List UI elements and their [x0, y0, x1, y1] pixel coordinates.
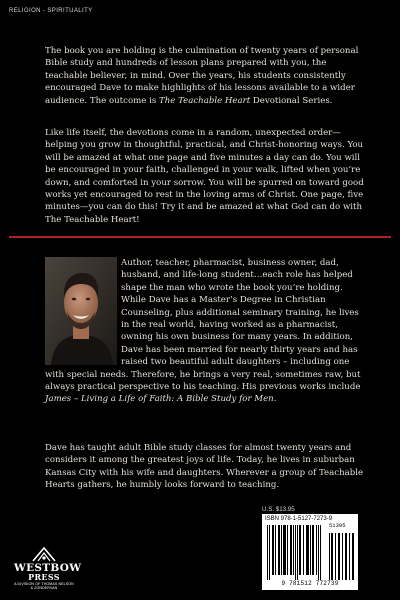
author-bio — [45, 257, 367, 406]
barcode-digits: 9 781512 772739 — [281, 580, 339, 587]
publisher-tagline: A DIVISION OF THOMAS NELSON — [14, 582, 74, 586]
description-paragraph-2: Like life itself, the devotions come in a random, unexpected order—helping you grow in thoughtful, practical, and Christ-honoring ways. You will be amazed at what one page and five minutes a day can do. You will be encouraged in your faith, challenged in your walk, lifted when you’re down, and comforted in your sorrow. You will be spurred on toward good works yet encouraged to rest in the loving arms of Christ. One page, five minutes—you can do this! Try it and be amazed at what God can do with The Teachable Heart! — [45, 128, 364, 225]
series-title: The Teachable Heart — [158, 95, 251, 106]
category-label: RELIGION - SPIRITUALITY — [9, 8, 93, 14]
isbn-barcode — [262, 514, 358, 590]
previous-work-title: James – Living a Life of Faith: A Bible Study for Men — [45, 394, 274, 405]
bio-text-start: Author, teacher, pharmacist, business owner, dad, husband, and life-long student…each role has helped shape the man who wrote the book you’re holding. While Dave has a Master’s Degree in Christian Counseling, plus additional seminary training, he lives in the real world, having worked as a pharmacist, owning his own business for many years. In addition, Dave has been married for nearly thirty years and has raised two beautiful adult daughters – including one with special needs. Therefore, he brings a very real, sometimes raw, but always practical perspective to his teaching. His previous works include — [45, 258, 361, 393]
publisher-name-line-2: PRESS — [28, 572, 60, 582]
publisher-emblem-icon — [31, 546, 57, 562]
publisher-logo — [14, 546, 82, 591]
barcode-bars — [265, 525, 355, 580]
bio-text-end: . — [273, 394, 277, 405]
author-paragraph-2: Dave has taught adult Bible study classes for almost twenty years and considers it among the greatest joys of life. Today, he lives in suburban Kansas City with his wife and daughters. Wherever a group of Teachable Hearts gathers, he humbly looks forward to teaching. — [45, 443, 364, 491]
p1-text-end: Devotional Series. — [250, 95, 333, 106]
red-divider-rule — [9, 236, 391, 238]
description-paragraph-1 — [45, 45, 363, 107]
isbn-number: ISBN 978-1-5127-7273-9 — [265, 516, 333, 522]
publisher-name: WESTBOW — [14, 562, 82, 574]
price-label: U.S. $13.95 — [262, 506, 295, 513]
publisher-tagline-2: & ZONDERVAN — [30, 586, 58, 591]
barcode-addon-digits: 51395 — [329, 522, 346, 529]
p1-text-start: The book you are holding is the culmination of twenty years of personal Bible study and hundreds of lesson plans prepared with you, the teachable believer, in mind. Over the years, his students consistently encouraged Dave to make highlights of his lessons available to a wider audience. The outcome is — [45, 46, 359, 106]
